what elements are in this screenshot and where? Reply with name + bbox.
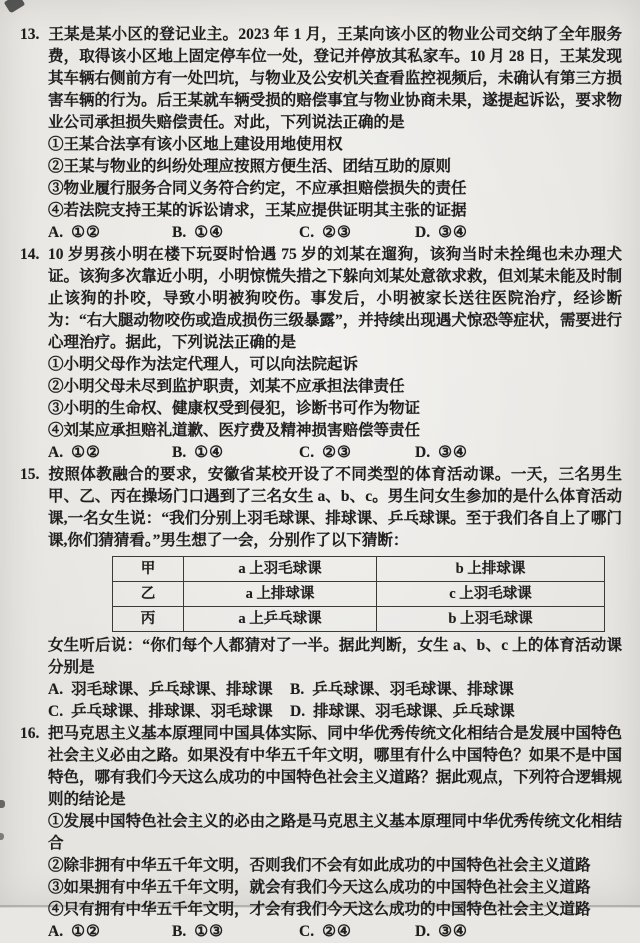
- statement-item: ②小明父母未尽到监护职责，刘某不应承担法律责任: [48, 378, 405, 395]
- statement-item: ①发展中国特色社会主义的必由之路是马克思主义基本原理同中华优秀传统文化相结合: [48, 813, 622, 852]
- table-row: [113, 607, 605, 632]
- option-label: D.: [415, 224, 431, 241]
- table-cell: c 上羽毛球课: [377, 582, 605, 607]
- scan-artifact-corner: [4, 0, 25, 14]
- option-value: ③④: [438, 224, 468, 241]
- question-number: 16.: [20, 725, 40, 742]
- question-16: [20, 723, 622, 943]
- options-row: [20, 921, 622, 943]
- option-c: [299, 442, 415, 464]
- option-d: [415, 921, 622, 943]
- question-stem: [20, 723, 622, 811]
- option-c: [299, 222, 415, 244]
- statement-item: ④只有拥有中华五千年文明，才会有我们今天这么成功的中国特色社会主义道路: [48, 901, 591, 918]
- option-label: D.: [290, 703, 306, 720]
- table-cell: a 上乒乓球课: [184, 607, 377, 632]
- option-c: [48, 701, 290, 723]
- option-value: ②④: [322, 923, 352, 940]
- option-value: 排球课、羽毛球课、乒乓球课: [313, 703, 515, 720]
- option-value: ①③: [194, 923, 225, 940]
- option-label: D.: [415, 444, 431, 461]
- statement-item: ④刘某应承担赔礼道歉、医疗费及精神损害赔偿等责任: [48, 422, 421, 439]
- option-label: C.: [299, 444, 315, 461]
- option-a: [48, 442, 172, 464]
- guess-table: [112, 556, 605, 632]
- options-row: [20, 442, 622, 464]
- option-value: 乒乓球课、排球课、羽毛球课: [71, 703, 273, 720]
- statement-item: ④若法院支持王某的诉讼请求，王某应提供证明其主张的证据: [48, 202, 467, 219]
- question-13: [20, 24, 622, 244]
- option-b: [172, 442, 299, 464]
- option-value: 羽毛球课、乒乓球课、排球课: [71, 681, 273, 698]
- option-d: [415, 222, 622, 244]
- option-label: B.: [172, 923, 187, 940]
- question-stem: [20, 464, 622, 552]
- option-value: ③④: [438, 923, 468, 940]
- options-row: [20, 222, 622, 244]
- scan-artifact-speck: [0, 833, 4, 840]
- option-label: B.: [172, 224, 187, 241]
- option-value: ①②: [71, 923, 101, 940]
- table-row: [113, 557, 605, 582]
- option-label: C.: [299, 224, 315, 241]
- table-cell: 甲: [113, 557, 184, 582]
- question-stem: [20, 244, 622, 354]
- question-stem-text: 按照体教融合的要求，安徽省某校开设了不同类型的体育活动课。一天，三名男生甲、乙、丙在操场门口遇到了三名女生 a、b、c。男生问女生参加的是什么体育活动课,一名女生说：“我们分别上羽毛球课、排球课、乒乓球课。至于我们各自上了哪门课,你们猜猜看。”男生想了一会，分别作了以下猜断：: [48, 466, 622, 549]
- option-label: C.: [299, 923, 315, 940]
- option-value: ②③: [322, 444, 352, 461]
- option-label: A.: [48, 681, 64, 698]
- table-cell: a 上排球课: [184, 582, 377, 607]
- option-b: [290, 679, 622, 701]
- option-a: [48, 679, 290, 701]
- statement-item: ③如果拥有中华五千年文明，就会有我们今天这么成功的中国特色社会主义道路: [48, 879, 591, 896]
- option-value: ①②: [71, 224, 101, 241]
- option-label: A.: [48, 444, 64, 461]
- options-grid: [20, 679, 622, 723]
- option-value: 乒乓球课、羽毛球课、排球课: [312, 681, 514, 698]
- table-cell: 乙: [113, 582, 184, 607]
- option-label: C.: [48, 703, 64, 720]
- question-stem: [20, 24, 622, 134]
- option-d: [415, 442, 622, 464]
- option-label: A.: [48, 224, 64, 241]
- after-table-text: 女生听后说：“你们每个人都猜对了一半。据此判断，女生 a、b、c 上的体育活动课分别是: [48, 637, 622, 676]
- question-stem-text: 把马克思主义基本原理同中国具体实际、同中华优秀传统文化相结合是发展中国特色社会主义必由之路。如果没有中华五千年文明，哪里有什么中国特色？如果不是中国特色，哪有我们今天这么成功的中国特色社会主义道路？据此观点，下列符合逻辑规则的结论是: [48, 725, 622, 808]
- table-cell: b 上羽毛球课: [377, 607, 605, 632]
- question-stem-text: 10 岁男孩小明在楼下玩耍时恰遇 75 岁的刘某在遛狗，该狗当时未拴绳也未办理犬证。该狗多次靠近小明，小明惊慌失措之下躲向刘某处意欲求救，但刘某未能及时制止该狗的扑咬，导致小明被狗咬伤。事发后，小明被家长送往医院治疗，经诊断为：“右大腿动物咬伤或造成损伤三级暴露”，并持续出现遇犬惊恐等症状，需要进行心理治疗。据此，下列说法正确的是: [48, 246, 622, 351]
- question-number: 14.: [20, 246, 40, 263]
- option-label: D.: [415, 923, 431, 940]
- option-b: [172, 222, 299, 244]
- question-number: 13.: [20, 26, 40, 43]
- statement-item: ②王某与物业的纠纷处理应按照方便生活、团结互助的原则: [48, 158, 452, 175]
- question-15: [20, 464, 622, 723]
- option-b: [172, 921, 299, 943]
- option-value: ①④: [194, 444, 225, 461]
- option-value: ②③: [322, 224, 352, 241]
- table-cell: a 上羽毛球课: [184, 557, 377, 582]
- statement-item: ②除非拥有中华五千年文明，否则我们不会有如此成功的中国特色社会主义道路: [48, 857, 591, 874]
- option-a: [48, 222, 172, 244]
- question-stem-text: 王某是某小区的登记业主。2023 年 1 月，王某向该小区的物业公司交纳了全年服务费，取得该小区地上固定停车位一处，登记并停放其私家车。10 月 28 日，王某发现其车辆右侧前方有一处凹坑，与物业及公安机关查看监控视频后，未确认有第三方损害车辆的行为。后王某就车辆受损的赔偿事宜与物业协商未果，遂提起诉讼，要求物业公司承担损失赔偿责任。对此，下列说法正确的是: [48, 26, 622, 131]
- statement-item: ①小明父母作为法定代理人，可以向法院起诉: [48, 356, 359, 373]
- question-number: 15.: [20, 466, 40, 483]
- table-row: [113, 582, 605, 607]
- option-value: ③④: [438, 444, 468, 461]
- statement-item: ③物业履行服务合同义务符合约定，不应承担赔偿损失的责任: [48, 180, 467, 197]
- statement-item: ③小明的生命权、健康权受到侵犯，诊断书可作为物证: [48, 400, 421, 417]
- scan-artifact-speck: [0, 800, 5, 808]
- question-14: [20, 244, 622, 464]
- option-d: [290, 701, 622, 723]
- table-cell: 丙: [113, 607, 184, 632]
- option-a: [48, 921, 172, 943]
- option-label: B.: [172, 444, 187, 461]
- option-c: [299, 921, 415, 943]
- option-value: ①②: [71, 444, 101, 461]
- statement-item: ①王某合法享有该小区地上建设用地使用权: [48, 136, 343, 153]
- option-label: B.: [290, 681, 305, 698]
- table-cell: b 上排球课: [377, 557, 605, 582]
- option-value: ①④: [194, 224, 225, 241]
- option-label: A.: [48, 923, 64, 940]
